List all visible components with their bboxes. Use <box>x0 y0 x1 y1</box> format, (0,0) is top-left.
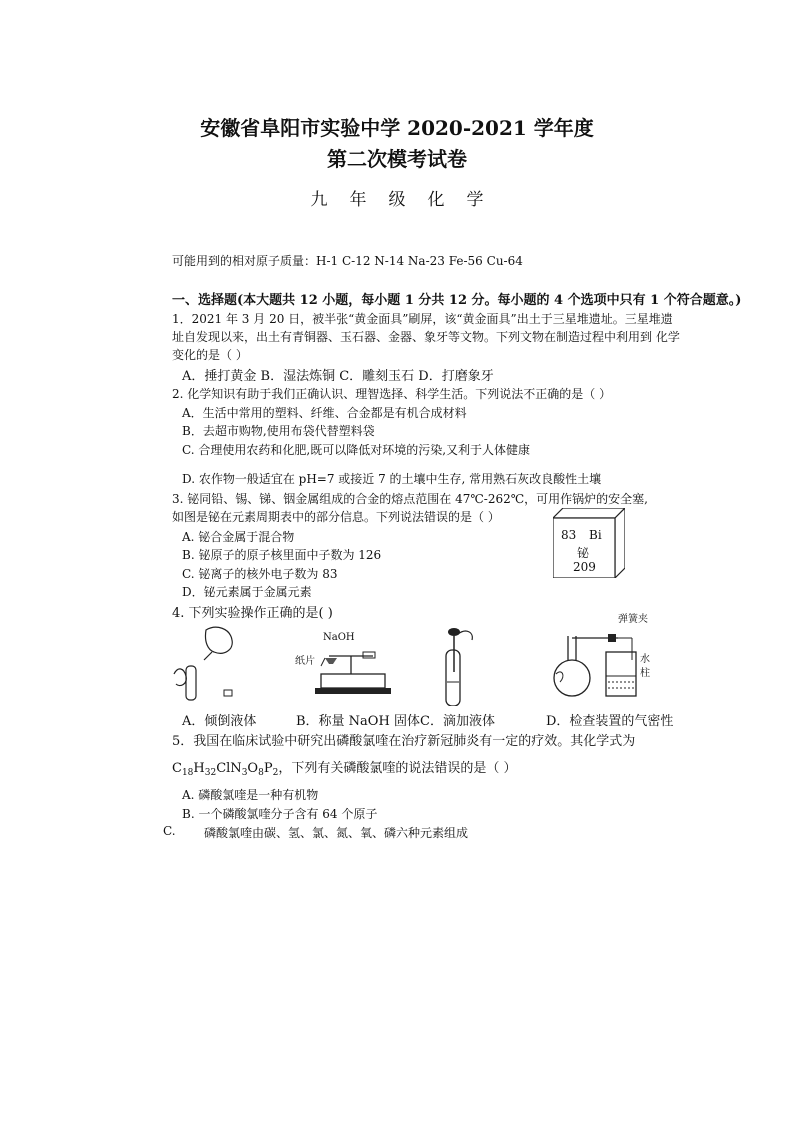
apparatus-illustration <box>548 610 668 702</box>
q3-option-b: B. 铋原子的原子核里面中子数为 126 <box>182 548 382 562</box>
q5-option-c: 磷酸氯喹由碳、氢、氯、氮、氧、磷六种元素组成 <box>204 826 469 840</box>
q5-option-b: B. 一个磷酸氯喹分子含有 64 个原子 <box>182 807 378 821</box>
paper-label: 纸片 <box>295 656 315 667</box>
q3-option-d: D．铋元素属于金属元素 <box>182 585 312 599</box>
title-line-1: 安徽省阜阳市实验中学 2020-2021 学年度 <box>200 116 594 140</box>
q5-option-a: A. 磷酸氯喹是一种有机物 <box>182 788 319 802</box>
q4-option-a: A．倾倒液体 <box>182 714 257 729</box>
q1-options: A．捶打黄金 B．湿法炼铜 C．雕刻玉石 D．打磨象牙 <box>182 369 494 384</box>
naoh-label: NaOH <box>323 632 355 643</box>
figure-dropping-liquid <box>432 622 482 706</box>
atomic-masses: 可能用到的相对原子质量：H-1 C-12 N-14 Na-23 Fe-56 Cu-64 <box>172 254 523 268</box>
q2-option-b: B．去超市购物,使用布袋代替塑料袋 <box>182 424 375 438</box>
title-line-2: 第二次模考试卷 <box>327 147 467 171</box>
q3-option-c: C. 铋离子的核外电子数为 83 <box>182 567 338 581</box>
dropper-illustration <box>432 622 482 706</box>
q4-option-b: B．称量 NaOH 固体 <box>296 714 420 729</box>
figure-weighing-naoh <box>285 622 395 700</box>
element-name: 铋 <box>577 546 590 560</box>
q5-formula-line <box>172 757 516 778</box>
figure-pouring-liquid <box>168 622 248 702</box>
formula: $C_{18}H_{32}ClN_3O_8P_2$ <box>172 761 279 778</box>
q2-option-a: A．生活中常用的塑料、纤维、合金都是有机合成材料 <box>182 406 467 420</box>
pouring-illustration <box>168 622 248 702</box>
subject-title: 九年级化学 <box>310 190 506 210</box>
q1-line2: 址自发现以来，出土有青铜器、玉石器、金器、象牙等文物。下列文物在制造过程中利用到 化学 <box>172 330 680 344</box>
element-number: 83 <box>561 528 577 542</box>
q3-line2: 如图是铋在元素周期表中的部分信息。下列说法错误的是（ ） <box>172 510 500 524</box>
section-heading: 一、选择题(本大题共 12 小题，每小题 1 分共 12 分。每小题的 4 个选项中只有 1 个符合题意。) <box>172 293 742 308</box>
element-symbol: Bi <box>589 528 602 542</box>
q4-stem: 4. 下列实验操作正确的是( ) <box>172 606 333 621</box>
water-label: 水 <box>640 654 650 665</box>
q2-option-d: D. 农作物一般适宜在 pH=7 或接近 7 的土壤中生存, 常用熟石灰改良酸性土壤 <box>182 472 602 486</box>
q3-line1: 3. 铋同铅、锡、锑、铟金属组成的合金的熔点范围在 47℃-262℃，可用作锅炉的安全塞, <box>172 492 648 506</box>
q2-stem: 2. 化学知识有助于我们正确认识、理智选择、科学生活。下列说法不正确的是（ ） <box>172 387 612 401</box>
element-card <box>553 508 625 578</box>
q1-line3: 变化的是（ ） <box>172 348 248 362</box>
element-mass: 209 <box>573 560 596 574</box>
figure-airtightness <box>548 610 668 702</box>
q4-option-d: D．检查装置的气密性 <box>546 714 674 729</box>
q2-option-c: C. 合理使用农药和化肥,既可以降低对环境的污染,又利于人体健康 <box>182 443 531 457</box>
q5-formula-tail: ，下列有关磷酸氯喹的说法错误的是（ ） <box>278 761 517 776</box>
q5-stem: 5．我国在临床试验中研究出磷酸氯喹在治疗新冠肺炎有一定的疗效。其化学式为 <box>172 734 636 749</box>
column-label: 柱 <box>640 668 650 679</box>
q1-line1: 1．2021 年 3 月 20 日，被半张“黄金面具”刷屏，该“黄金面具”出土于三星堆遗址。三星堆遗 <box>172 312 673 326</box>
q5-option-c-label: C. <box>163 824 176 838</box>
q4-option-c: C．滴加液体 <box>420 714 495 729</box>
clip-label: 弹簧夹 <box>618 614 648 625</box>
q3-option-a: A. 铋合金属于混合物 <box>182 530 295 544</box>
